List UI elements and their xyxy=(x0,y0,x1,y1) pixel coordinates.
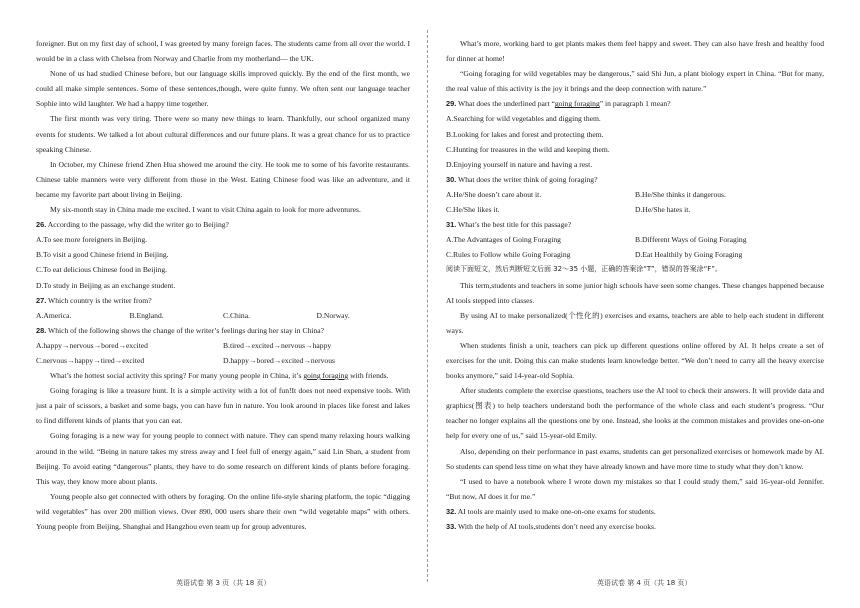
column-divider xyxy=(427,30,428,582)
paragraph: This term,students and teachers in some junior high schools have seen some changes. These changes happened because AI tools stepped into classes. xyxy=(446,280,824,305)
page-footer: 英语试卷 第 3 页（共 18 页） xyxy=(176,579,271,587)
paragraph: “Going foraging for wild vegetables may be dangerous,” said Shi Jun, a plant biology expert in China. “But for many, the real value of this activity is the joy it brings and the deep connection with nature.” xyxy=(446,69,824,94)
option: D.Norway. xyxy=(316,310,350,320)
paragraph: In October, my Chinese friend Zhen Hua showed me around the city. He took me to some of his favorite restaurants. Chinese table manners were very different from those in the West. Eating Chinese food was like an adventure, and it became my favorite part about living in Beijing. xyxy=(36,159,410,199)
option: D.Eat Healthily by Going Foraging xyxy=(635,250,743,260)
options-row xyxy=(36,353,410,368)
option: C.China. xyxy=(223,310,251,320)
option: C.Hunting for treasures in the wild and keeping them. xyxy=(446,144,610,154)
section-instruction: 阅读下面短文，然后判断短文后面 32～35 小题，正确的答案涂“T”，错误的答案涂“F”。 xyxy=(446,265,722,274)
paragraph: Going foraging is a new way for young people to connect with nature. They can spend many relaxing hours walking around in the wild. “Being in nature takes my stress away and I feel full of energy again,” said Lin Shan, a student from Beijing. To avoid eating “dangerous” plants, they have to do some research on different kinds of plants before foraging. This way, they know more about plants. xyxy=(36,431,410,486)
paragraph: By using AI to make personalized(个性化的) exercises and exams, teachers are able to help each student in different ways. xyxy=(446,310,824,335)
paragraph: Young people also get connected with others by foraging. On the online life-style sharing platform, the topic “digging wild vegetables” has over 200 million views. Over 890, 000 users share their own “wild vegetable maps” with others. Young people from Beijing, Shanghai and Hangzhou even team up for group adventures. xyxy=(36,491,410,531)
page-footer: 英语试卷 第 4 页（共 18 页） xyxy=(597,579,692,587)
options-row xyxy=(446,187,824,202)
options-row xyxy=(446,202,824,217)
paragraph: Going foraging is like a treasure hunt. It is a simple activity with a lot of fun!It does not need expensive tools. With just a pair of scissors, a basket and some bags, you can have fun in nature. You look around in places like forest and lakes to find different kinds of plants that you can eat. xyxy=(36,386,410,426)
option: C.To eat delicious Chinese food in Beijing. xyxy=(36,265,168,275)
paragraph: My six-month stay in China made me excited. I want to visit China again to look for more adventures. xyxy=(50,205,361,215)
option: B.England. xyxy=(129,310,164,320)
paragraph: None of us had studied Chinese before, but our language skills improved quickly. By the end of the first month, we could all make simple sentences. Some of these sentences,though, were quite funny. We often sent our language teacher Sophie into wild laughter. We had a happy time together. xyxy=(36,69,410,109)
question-33: 33. With the help of AI tools,students don’t need any exercise books. xyxy=(446,522,656,531)
option: D.Enjoying yourself in nature and having a rest. xyxy=(446,159,593,169)
options-row xyxy=(36,338,410,353)
option: A.Searching for wild vegetables and digging them. xyxy=(446,114,601,124)
option: A.He/She doesn’t care about it. xyxy=(446,189,542,199)
paragraph: Also, depending on their performance in past exams, students can get personalized exercises or homework made by AI. So students can spend less time on what they have already known and have more time to study what they don’t know. xyxy=(446,446,824,471)
paragraph: What’s the hottest social activity this spring? For many young people in China, it’s going foraging with friends. xyxy=(50,371,389,381)
left-column xyxy=(36,36,410,534)
question-26: 26. According to the passage, why did the writer go to Beijing? xyxy=(36,220,229,230)
option: C.nervous→happy→tired→excited xyxy=(36,355,145,365)
option: A.happy→nervous→bored→excited xyxy=(36,340,148,350)
question-29: 29. What does the underlined part “going foraging” in paragraph 1 mean? xyxy=(446,99,671,109)
paragraph: When students finish a unit, teachers can pick up different questions online offered by AI. It helps create a set of exercises for the unit. Doing this can make students learn knowledge better. “We don’t need to carry all the heavy exercise books anymore,” said 14-year-old Sophia. xyxy=(446,340,824,381)
underlined-phrase: going foraging xyxy=(303,371,349,381)
paragraph: The first month was very tiring. There were so many new things to learn. Thankfully, our school organized many events for students. We talked a lot about cultural differences and our future plans. It was a great chance for us to practice speaking Chinese. xyxy=(36,114,410,154)
option: B.To visit a good Chinese friend in Beijing. xyxy=(36,250,169,260)
option: B.tired→excited→nervous→happy xyxy=(223,340,332,350)
option: B.Looking for lakes and forest and protecting them. xyxy=(446,129,604,139)
options-row xyxy=(446,232,824,247)
option: B.Different Ways of Going Foraging xyxy=(635,235,747,245)
question-31: 31. What’s the best title for this passage? xyxy=(446,220,572,230)
option: A.To see more foreigners in Beijing. xyxy=(36,235,148,245)
paragraph: What’s more, working hard to get plants makes them feel happy and sweet. They can also have fresh and healthy food for dinner at home! xyxy=(446,39,824,64)
paragraph: foreigner. But on my first day of school, I was greeted by many foreign faces. The students came from all over the world. I would be in a class with Chelsea from Norway and Charlie from my motherland— the UK. xyxy=(36,39,410,64)
option: D.happy→bored→excited→nervous xyxy=(223,355,335,365)
options-row xyxy=(446,247,824,262)
option: A.America. xyxy=(36,310,72,320)
right-column xyxy=(446,36,824,534)
option: D.To study in Beijing as an exchange student. xyxy=(36,280,176,290)
option: C.He/She likes it. xyxy=(446,205,500,215)
option: D.He/She hates it. xyxy=(635,205,691,215)
options-row xyxy=(36,308,410,323)
option: A.The Advantages of Going Foraging xyxy=(446,235,561,245)
paragraph: After students complete the exercise questions, teachers use the AI tool to check their answers. It will provide data and graphics(图表) to help teachers understand both the performance of the whole class and each student’s progress. “Our teacher no longer explains all the questions one by one. Instead, she looks at the common mistakes and provides one-on-one help for every one of us,” said 15-year-old Emily. xyxy=(446,386,824,441)
question-30: 30. What does the writer think of going foraging? xyxy=(446,174,598,184)
option: B.He/She thinks it dangerous. xyxy=(635,189,726,199)
question-27: 27. Which country is the writer from? xyxy=(36,295,152,305)
question-32: 32. AI tools are mainly used to make one-on-one exams for students. xyxy=(446,506,656,516)
question-28: 28. Which of the following shows the change of the writer’s feelings during her stay in China? xyxy=(36,325,324,335)
option: C.Rules to Follow while Going Foraging xyxy=(446,250,571,260)
paragraph: “I used to have a notebook where I wrote down my mistakes so that I could study them,” said 16-year-old Jennifer. “But now, AI does it for me.” xyxy=(446,476,824,501)
